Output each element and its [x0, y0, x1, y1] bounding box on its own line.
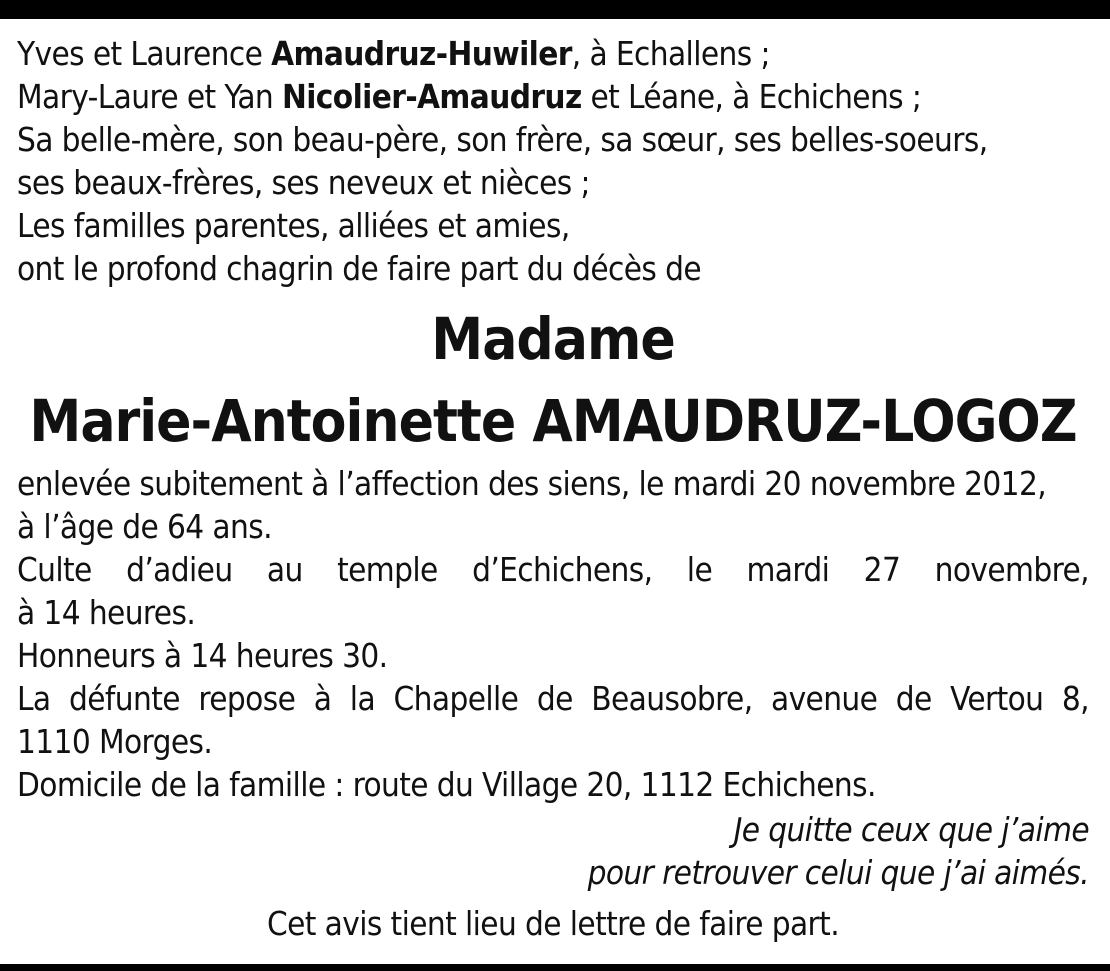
details-line-7: 1110 Morges. — [17, 722, 213, 761]
family-line-1 — [17, 32, 1089, 75]
family-line-2-prefix: Mary-Laure et Yan — [17, 77, 282, 116]
details-line-2: à l’âge de 64 ans. — [17, 507, 272, 546]
family-name-2: Nicolier-Amaudruz — [281, 77, 582, 116]
family-line-3: Sa belle-mère, son beau-père, son frère, sa sœur, ses belles-soeurs, — [17, 120, 988, 159]
bottom-border-rule — [0, 964, 1110, 971]
details-line-3: Culte d’adieu au temple d’Echichens, le mardi 27 novembre, — [17, 550, 1089, 589]
family-name-1: Amaudruz-Huwiler — [271, 34, 572, 73]
family-line-4: ses beaux-frères, ses neveux et nièces ; — [17, 163, 590, 202]
obituary-notice — [17, 32, 1089, 945]
details-line-6: La défunte repose à la Chapelle de Beausobre, avenue de Vertou 8, — [17, 679, 1089, 718]
quote-line-1: Je quitte ceux que j’aime — [733, 810, 1089, 849]
top-border-rule — [0, 0, 1110, 19]
details-line-5: Honneurs à 14 heures 30. — [17, 636, 388, 675]
deceased-name: Marie-Antoinette AMAUDRUZ-LOGOZ — [29, 387, 1077, 455]
deceased-title: Madame — [431, 305, 675, 373]
details-line-8: Domicile de la famille : route du Village 20, 1112 Echichens. — [17, 765, 876, 804]
details-line-4: à 14 heures. — [17, 593, 196, 632]
family-line-1-suffix: , à Echallens ; — [571, 34, 770, 73]
family-line-6: ont le profond chagrin de faire part du décès de — [17, 249, 702, 288]
footer-notice: Cet avis tient lieu de lettre de faire part. — [266, 904, 840, 943]
quote-line-2: pour retrouver celui que j’ai aimés. — [587, 853, 1089, 892]
family-line-2 — [17, 75, 1089, 118]
details-line-1: enlevée subitement à l’affection des siens, le mardi 20 novembre 2012, — [17, 464, 1047, 503]
family-line-5: Les familles parentes, alliées et amies, — [17, 206, 570, 245]
family-line-2-suffix: et Léane, à Echichens ; — [581, 77, 922, 116]
family-line-1-prefix: Yves et Laurence — [17, 34, 272, 73]
